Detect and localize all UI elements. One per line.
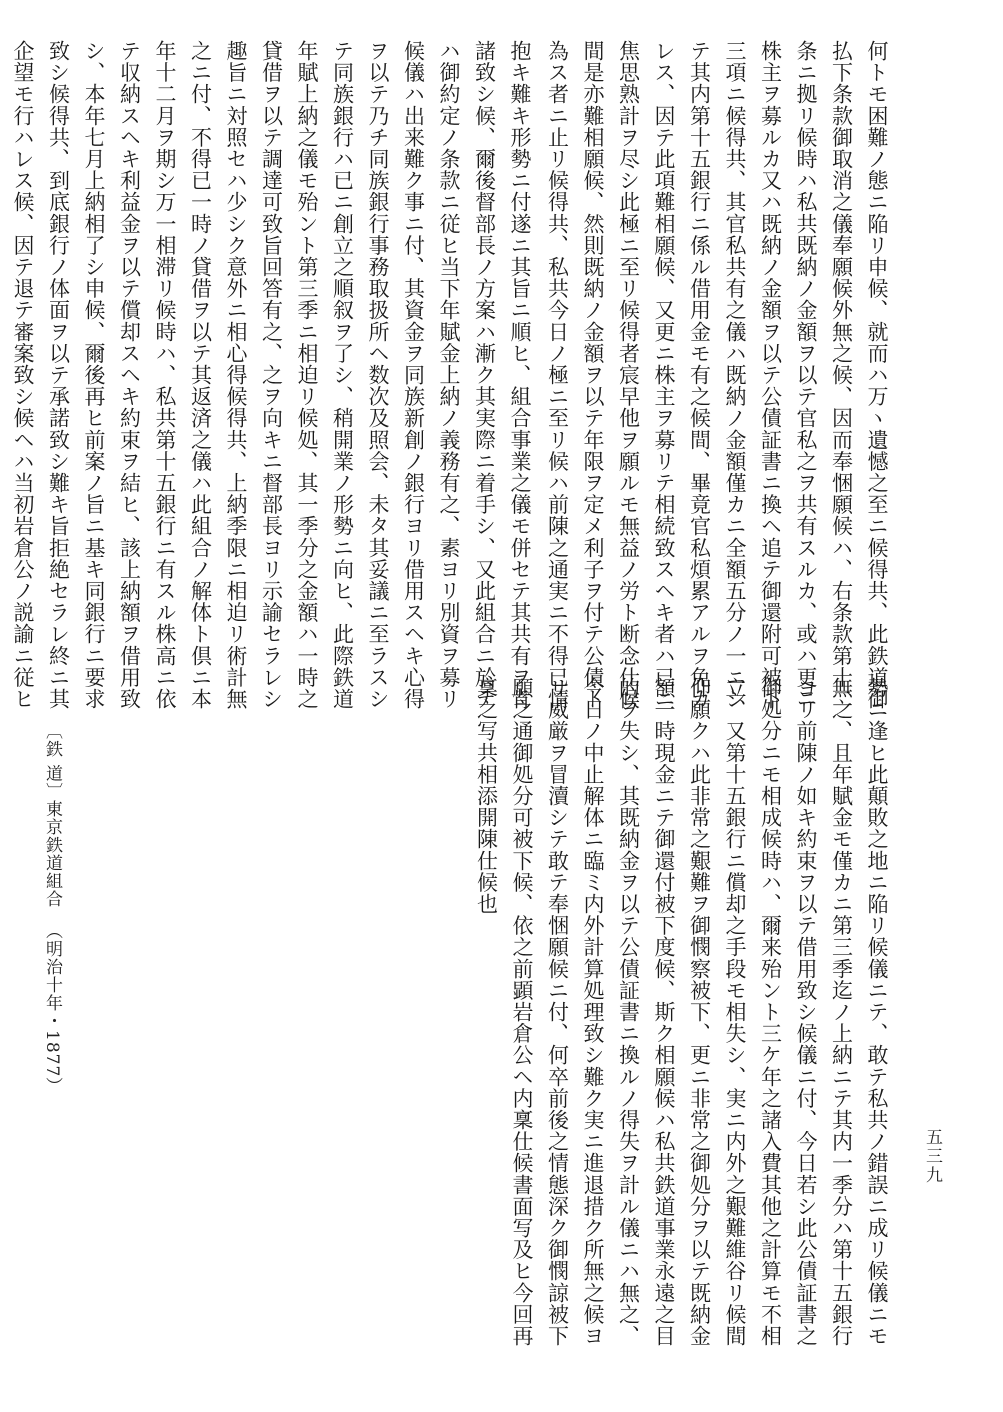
text-column: テ収納スヘキ利益金ヲ以テ償却スヘキ約束ヲ結ヒ、該上納額ヲ借用致: [117, 40, 142, 710]
text-column: 之ニ付、不得已一時ノ貸借ヲ以テ其返済之儀ハ此組合ノ解体ト倶ニ本: [188, 40, 213, 710]
text-column: 為ス者ニ止リ候得共、私共今日ノ極ニ至リ候ハ前陳之通実ニ不得已情: [545, 40, 570, 710]
text-column: 年十二月ヲ期シ万一相滞リ候時ハ、私共第十五銀行ニ有スル株高ニ依: [153, 40, 177, 710]
text-column: 仰願クハ此非常之艱難ヲ御憫察被下、更ニ非常之御処分ヲ以テ既納金: [687, 677, 712, 1347]
text-column: [0, 40, 3, 710]
text-column: 条ニ拠リ候時ハ私共既納ノ金額ヲ以テ官私之ヲ共有スルカ、或ハ更ニ: [794, 40, 818, 710]
text-column: 三項ニ候得共、其官私共有之儀ハ既納ノ金額僅カニ全額五分ノ一ニシ: [723, 40, 747, 710]
text-column: 勢ニ逢ヒ此顛敗之地ニ陥リ候儀ニテ、敢テ私共ノ錯誤ニ成リ候儀ニモ: [865, 677, 889, 1347]
page-number: 五三九: [922, 1128, 942, 1185]
text-column: 貸借ヲ以テ調達可致旨回答有之、之ヲ向キニ督部長ヨリ示諭セラレシ: [259, 40, 284, 710]
text-column: 稟之写共相添開陳仕候也: [474, 677, 499, 915]
text-column: 年賦上納之儀モ殆ント第三季ニ相迫リ候処、其一季分之金額ハ一時之: [295, 40, 319, 710]
text-column: 抱キ難キ形勢ニ付遂ニ其旨ニ順ヒ、組合事業之儀モ併セテ其共有ヲ肯: [508, 40, 532, 710]
text-column: 払下条款御取消之儀奉願候外無之候、因而奉悃願候ハ、右条款第十二: [829, 40, 854, 710]
text-column: 間是亦難相願候、然則既納ノ金額ヲ以テ年限ヲ定メ利子ヲ付テ公債ト: [581, 40, 605, 710]
document-year: （明治十年・1877）: [42, 922, 62, 1096]
text-column: シ、本年七月上納相了シ申候、爾後再ヒ前案ノ旨ニ基キ同銀行ニ要求: [82, 40, 106, 710]
text-column: 的ヲ失シ、其既納金ヲ以テ公債証書ニ換ルノ得失ヲ計ル儀ニハ無之、: [616, 677, 641, 1347]
text-column: ヨリ前陳ノ如キ約束ヲ以テ借用致シ候儀ニ付、今日若シ此公債証書之: [794, 677, 818, 1347]
text-column: 願之通御処分可被下候、依之前顕岩倉公ヘ内稟仕候書面写及ヒ今回再: [510, 677, 534, 1347]
text-column: ハ御約定ノ条款ニ従ヒ当下年賦金上納ノ義務有之、素ヨリ別資ヲ募リ: [437, 40, 461, 710]
text-column: レス、因テ此項難相願候、又更ニ株主ヲ募リテ相続致スヘキ者ハ已ニ: [652, 40, 676, 710]
text-column: 株主ヲ募ルカ又ハ既納ノ金額ヲ以テ公債証書ニ換ヘ追テ御還附可被下: [758, 40, 783, 710]
text-column: 企望モ行ハレス候、因テ退テ審案致シ候ヘハ当初岩倉公ノ説諭ニ従ヒ: [11, 40, 35, 710]
text-column: ヲ以テ乃チ同族銀行事務取扱所ヘ数次及照会、未タ其妥議ニ至ラスシ: [366, 40, 390, 710]
text-column: 何トモ困難ノ態ニ陥リ申候、就而ハ万ヽ遺憾之至ニ候得共、此鉄道御: [865, 40, 889, 710]
text-column: 額一時現金ニテ御還付被下度候、斯ク相願候ハ私共鉄道事業永遠之目: [652, 677, 676, 1347]
text-column: テ同族銀行ハ已ニ創立之順叙ヲ了シ、稍開業ノ形勢ニ向ヒ、此際鉄道: [330, 40, 355, 710]
document-title: 東京鉄道組合: [42, 800, 62, 908]
text-column: 焦思熟計ヲ尽シ此極ニ至リ候得者宸早他ヲ願ルモ無益ノ労ト断念仕候: [616, 40, 641, 710]
text-column: 趣旨ニ対照セハ少シク意外ニ相心得候得共、上納季限ニ相迫リ術計無: [224, 40, 248, 710]
text-column: 立、又第十五銀行ニ償却之手段モ相失シ、実ニ内外之艱難維谷リ候間: [723, 677, 747, 1347]
text-column: 今日ノ中止解体ニ臨ミ内外計算処理致シ難ク実ニ進退措ク所無之候ヨ: [581, 677, 605, 1347]
text-column: 諸致シ候、爾後督部長ノ方案ハ漸ク其実際ニ着手シ、又此組合ニ於テ: [472, 40, 497, 710]
text-column: リ威厳ヲ冒瀆シテ敢テ奉悃願候ニ付、何卒前後之情態深ク御憫諒被下: [545, 677, 570, 1347]
text-column: 候儀ハ出来難ク事ニ付、其資金ヲ同族新創ノ銀行ヨリ借用スヘキ心得: [401, 40, 426, 710]
text-column: 致シ候得共、到底銀行ノ体面ヲ以テ承諾致シ難キ旨拒絶セラレ終ニ其: [46, 40, 71, 710]
section-label: 〔鉄 道〕: [42, 722, 62, 801]
text-column: テ其内第十五銀行ニ係ル借用金モ有之候間、畢竟官私煩累アルヲ免カ: [687, 40, 712, 710]
text-column: 無之、且年賦金モ僅カニ第三季迄ノ上納ニテ其内一季分ハ第十五銀行: [829, 677, 854, 1347]
text-column: 御処分ニモ相成候時ハ、爾来殆ント三ケ年之諸入費其他之計算モ不相: [758, 677, 783, 1347]
